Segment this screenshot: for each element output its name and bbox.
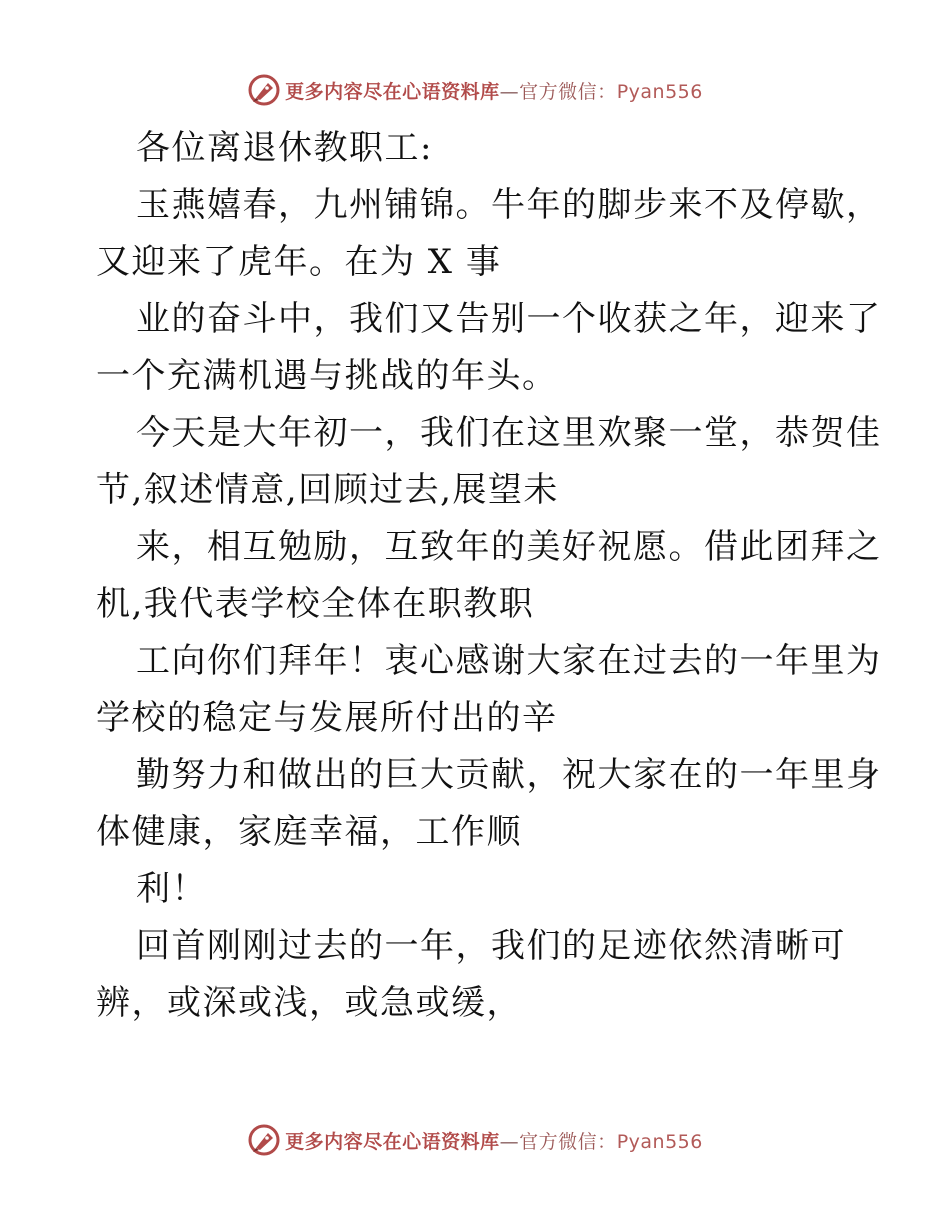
text-line: 学校的稳定与发展所付出的辛 — [96, 698, 558, 738]
footer-banner — [0, 1120, 950, 1160]
pen-nib-logo-icon — [247, 73, 281, 107]
text-line: 又迎来了虎年。在为 X 事 — [96, 242, 502, 282]
banner-text — [285, 1127, 703, 1154]
banner-wechat-label: 官方微信： — [519, 80, 617, 103]
text-line: 各位离退休教职工: — [136, 128, 433, 168]
banner-brand: 更多内容尽在心语资料库 — [285, 80, 500, 103]
pen-nib-logo-icon — [247, 1123, 281, 1157]
text-line: 玉燕嬉春，九州铺锦。牛年的脚步来不及停歇， — [136, 185, 882, 225]
banner-wechat-label: 官方微信： — [519, 1130, 617, 1153]
banner-text — [285, 77, 703, 104]
text-line: 体健康，家庭幸福，工作顺 — [96, 812, 522, 852]
banner-separator: — — [499, 1130, 520, 1153]
text-line: 节,叙述情意,回顾过去,展望未 — [96, 470, 559, 510]
text-line: 业的奋斗中，我们又告别一个收获之年，迎来了 — [136, 299, 882, 339]
banner-brand: 更多内容尽在心语资料库 — [285, 1130, 500, 1153]
text-line: 一个充满机遇与挑战的年头。 — [96, 356, 558, 396]
banner-wechat-id: Pyan556 — [616, 80, 703, 103]
text-line: 今天是大年初一，我们在这里欢聚一堂，恭贺佳 — [136, 413, 882, 453]
text-line: 辨，或深或浅，或急或缓， — [96, 983, 522, 1023]
text-line: 利！ — [136, 869, 207, 909]
text-line: 回首刚刚过去的一年，我们的足迹依然清晰可 — [136, 926, 846, 966]
text-line: 工向你们拜年！衷心感谢大家在过去的一年里为 — [136, 641, 882, 681]
text-line: 机,我代表学校全体在职教职 — [96, 584, 535, 624]
text-line: 勤努力和做出的巨大贡献，祝大家在的一年里身 — [136, 755, 882, 795]
header-banner — [0, 70, 950, 110]
banner-wechat-id: Pyan556 — [616, 1130, 703, 1153]
banner-separator: — — [499, 80, 520, 103]
text-line: 来，相互勉励，互致年的美好祝愿。借此团拜之 — [136, 527, 882, 567]
document-body — [96, 120, 882, 1032]
